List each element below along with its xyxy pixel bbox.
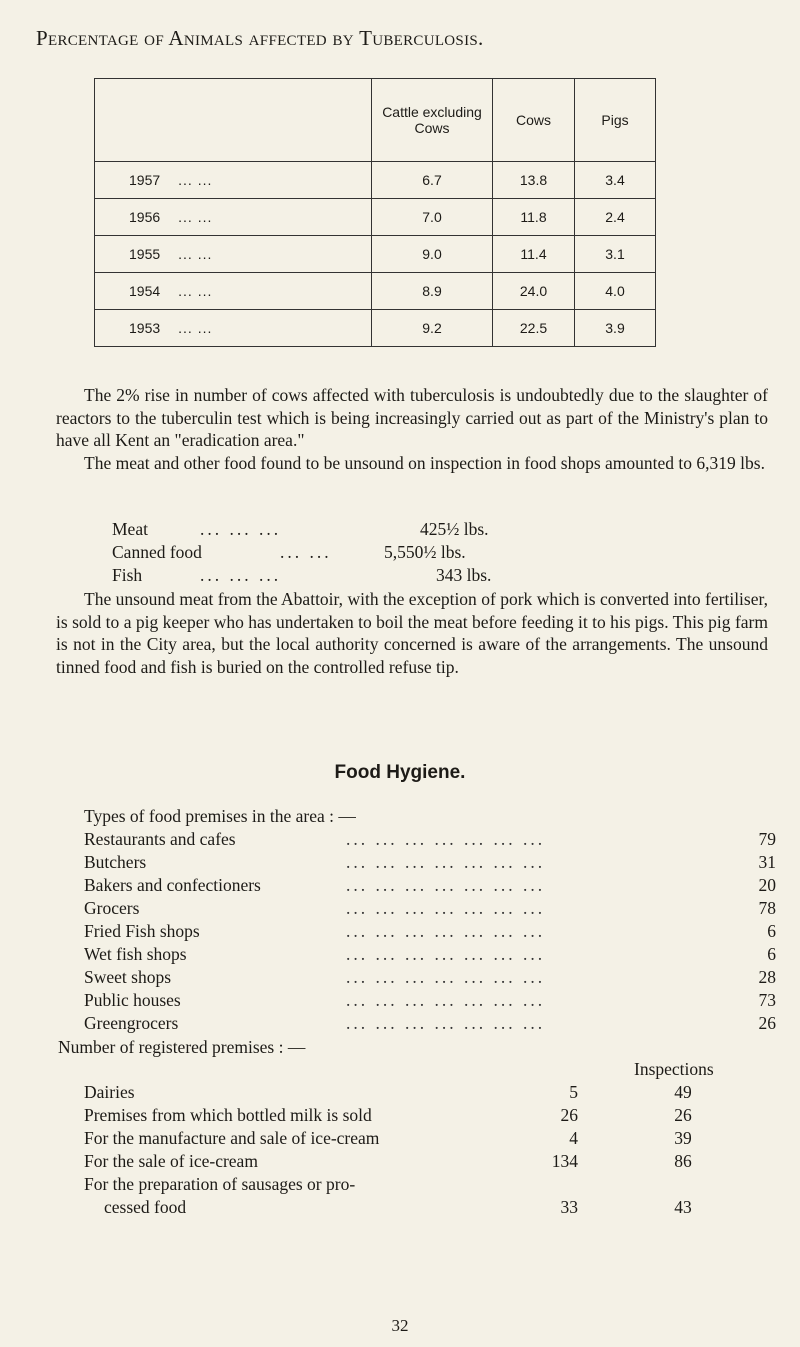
table-cell-pigs: 2.4: [575, 199, 656, 236]
table-cell-cows: 13.8: [493, 162, 575, 199]
body-text-upper: [56, 384, 768, 474]
leader-dots: ... ... ... ... ... ... ...: [346, 875, 546, 895]
registered-premises-count: 26: [560, 1105, 578, 1125]
unsound-value-meat: 425½ lbs.: [420, 519, 489, 539]
table-cell-cows: 24.0: [493, 273, 575, 310]
table-row: [95, 162, 656, 199]
table-cell-cattle: 7.0: [372, 199, 493, 236]
premises-type-label: Sweet shops: [84, 967, 172, 987]
unsound-label-fish: Fish: [112, 565, 143, 585]
leader-dots: ... ...: [178, 320, 213, 336]
premises-type-count: 20: [758, 875, 776, 895]
premises-type-label: Wet fish shops: [84, 944, 187, 964]
table-cell-pigs: 3.1: [575, 236, 656, 273]
table-cell-year: 1954: [129, 283, 161, 299]
leader-dots: ... ...: [178, 209, 213, 225]
unsound-value-canned: 5,550½ lbs.: [384, 542, 466, 562]
section-heading: Food Hygiene.: [334, 762, 466, 783]
paragraph-tuberculosis: The 2% rise in number of cows affected with tuberculosis is undoubtedly due to the slaughter of reactors to the tuberculin test which is being increasingly carried out as part of the Ministry's plan to have all Kent an "eradication area.": [56, 385, 768, 450]
types-intro-label: Types of food premises in the area : —: [84, 806, 356, 826]
unsound-label-meat: Meat: [112, 519, 148, 539]
paragraph-abattoir: The unsound meat from the Abattoir, with the exception of pork which is converted into fertiliser, is sold to a pig keeper who has undertaken to boil the meat before feeding it to his pigs. This pig farm is not in the City area, but the local authority concerned is aware of the arrangements. The unsound tinned food and fish is buried on the controlled refuse tip.: [56, 589, 768, 677]
registered-intro-label: Number of registered premises : —: [58, 1037, 306, 1057]
registered-premises-inspections: 86: [674, 1151, 692, 1171]
table-header-pigs: Pigs: [575, 79, 656, 162]
premises-type-count: 28: [758, 967, 776, 987]
registered-premises-label-continued: cessed food: [104, 1197, 187, 1217]
table-header-row: [95, 79, 656, 162]
registered-premises-label: Premises from which bottled milk is sold: [84, 1105, 372, 1125]
table-row: [95, 199, 656, 236]
leader-dots: ... ...: [178, 172, 213, 188]
registered-premises-count: 4: [569, 1128, 578, 1148]
premises-type-label: Fried Fish shops: [84, 921, 200, 941]
table-cell-cows: 11.4: [493, 236, 575, 273]
leader-dots: ... ... ...: [200, 565, 282, 585]
table-cell-cattle: 8.9: [372, 273, 493, 310]
table-cell-cattle: 9.0: [372, 236, 493, 273]
premises-type-count: 73: [758, 990, 776, 1010]
table-header-year: [95, 79, 372, 162]
table-row: [95, 310, 656, 347]
premises-type-label: Bakers and confectioners: [84, 875, 261, 895]
leader-dots: ... ... ... ... ... ... ...: [346, 944, 546, 964]
table-cell-pigs: 3.9: [575, 310, 656, 347]
leader-dots: ... ...: [280, 542, 332, 562]
body-text-lower: [56, 588, 768, 678]
leader-dots: ... ... ... ... ... ... ...: [346, 829, 546, 849]
page-number: 32: [391, 1316, 409, 1335]
table-cell-pigs: 3.4: [575, 162, 656, 199]
leader-dots: ... ...: [178, 283, 213, 299]
leader-dots: ... ... ...: [200, 519, 282, 539]
unsound-value-fish: 343 lbs.: [436, 565, 492, 585]
table-row: [95, 273, 656, 310]
registered-premises-inspections: 43: [674, 1197, 692, 1217]
leader-dots: ... ... ... ... ... ... ...: [346, 898, 546, 918]
paragraph-unsound-total: The meat and other food found to be unsound on inspection in food shops amounted to 6,319 lbs.: [84, 452, 765, 473]
registered-premises-count: 33: [560, 1197, 578, 1217]
premises-type-label: Greengrocers: [84, 1013, 179, 1033]
table-cell-year: 1953: [129, 320, 161, 336]
premises-type-label: Restaurants and cafes: [84, 829, 236, 849]
page-title: Percentage of Animals affected by Tuberculosis.: [36, 26, 484, 50]
registered-premises-label: For the sale of ice-cream: [84, 1151, 258, 1171]
inspections-header: Inspections: [634, 1059, 714, 1079]
table-cell-cows: 11.8: [493, 199, 575, 236]
premises-type-count: 6: [767, 921, 776, 941]
registered-premises-inspections: 26: [674, 1105, 692, 1125]
table-cell-year: 1956: [129, 209, 161, 225]
table-cell-cows: 22.5: [493, 310, 575, 347]
premises-type-count: 6: [767, 944, 776, 964]
table-cell-cattle: 9.2: [372, 310, 493, 347]
premises-type-label: Butchers: [84, 852, 147, 872]
table-cell-pigs: 4.0: [575, 273, 656, 310]
premises-type-count: 78: [758, 898, 776, 918]
table-row: [95, 236, 656, 273]
registered-premises-inspections: 39: [674, 1128, 692, 1148]
registered-premises-label: Dairies: [84, 1082, 135, 1102]
premises-type-count: 26: [758, 1013, 776, 1033]
registered-premises-label: For the preparation of sausages or pro-: [84, 1174, 356, 1194]
leader-dots: ... ... ... ... ... ... ...: [346, 852, 546, 872]
premises-type-label: Grocers: [84, 898, 140, 918]
leader-dots: ... ...: [178, 246, 213, 262]
unsound-label-canned: Canned food: [112, 542, 202, 562]
registered-premises-label: For the manufacture and sale of ice-cream: [84, 1128, 380, 1148]
tuberculosis-table: [94, 78, 656, 347]
registered-premises-inspections: 49: [674, 1082, 692, 1102]
leader-dots: ... ... ... ... ... ... ...: [346, 921, 546, 941]
table-cell-cattle: 6.7: [372, 162, 493, 199]
leader-dots: ... ... ... ... ... ... ...: [346, 990, 546, 1010]
registered-premises-count: 134: [551, 1151, 578, 1171]
table-header-cows: Cows: [493, 79, 575, 162]
leader-dots: ... ... ... ... ... ... ...: [346, 1013, 546, 1033]
table-cell-year: 1955: [129, 246, 161, 262]
registered-premises-count: 5: [569, 1082, 578, 1102]
table-header-cattle: Cattle excluding Cows: [372, 79, 493, 162]
table-cell-year: 1957: [129, 172, 161, 188]
premises-type-label: Public houses: [84, 990, 181, 1010]
premises-type-count: 31: [758, 852, 776, 872]
leader-dots: ... ... ... ... ... ... ...: [346, 967, 546, 987]
premises-type-count: 79: [758, 829, 776, 849]
